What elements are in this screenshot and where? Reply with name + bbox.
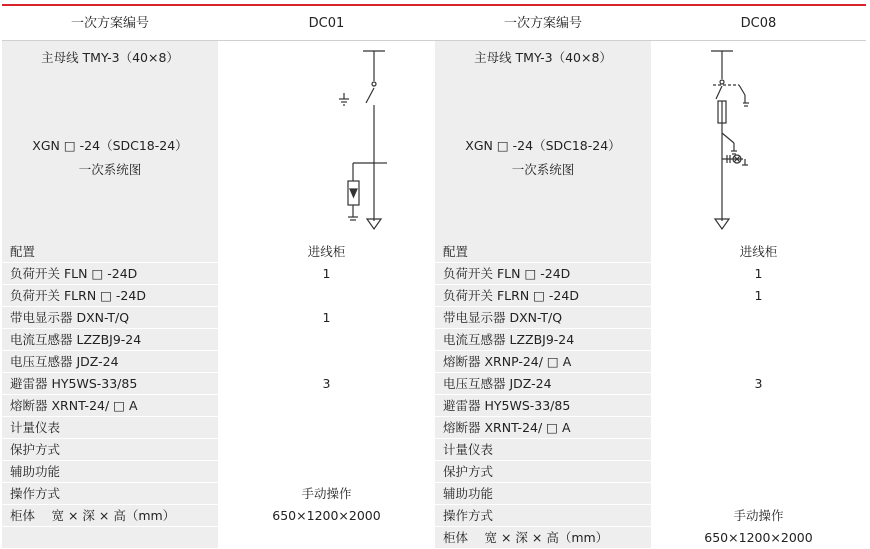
spec-row: [2, 307, 866, 329]
diagram-row: [2, 41, 866, 242]
header-row: [2, 7, 866, 41]
left-row-value: [218, 285, 435, 307]
right-row-value: 650×1200×2000: [651, 527, 866, 549]
left-row-value: [218, 417, 435, 439]
left-row-value: 进线柜: [218, 241, 435, 263]
left-row-value: [218, 351, 435, 373]
right-single-line-diagram: [651, 41, 866, 242]
left-scheme-title: 一次方案编号: [2, 7, 218, 41]
left-row-value: 3: [218, 373, 435, 395]
left-row-name: 熔断器 XRNT-24/ □ A: [2, 395, 218, 417]
left-row-name: [2, 527, 218, 549]
right-row-name: 电流互感器 LZZBJ9-24: [435, 329, 651, 351]
left-row-name: 负荷开关 FLRN □ -24D: [2, 285, 218, 307]
right-scheme-title: 一次方案编号: [435, 7, 651, 41]
left-row-value: [218, 527, 435, 549]
right-row-name: 辅助功能: [435, 483, 651, 505]
spec-row: [2, 263, 866, 285]
left-row-name: 配置: [2, 241, 218, 263]
switch-contact-icon: [372, 82, 376, 86]
left-row-value: [218, 439, 435, 461]
spec-row: [2, 285, 866, 307]
spec-row: [2, 351, 866, 373]
right-row-value: 1: [651, 263, 866, 285]
right-row-value: [651, 417, 866, 439]
spec-row: [2, 417, 866, 439]
left-row-name: 柜体 宽 × 深 × 高（mm）: [2, 505, 218, 527]
right-row-name: 配置: [435, 241, 651, 263]
left-row-name: 保护方式: [2, 439, 218, 461]
right-model-label: XGN □ -24（SDC18-24）: [465, 138, 621, 153]
dc01-diagram-svg: [267, 41, 387, 241]
right-row-value: [651, 483, 866, 505]
right-row-value: 手动操作: [651, 505, 866, 527]
right-row-name: 电压互感器 JDZ-24: [435, 373, 651, 395]
right-scheme-code: DC08: [651, 7, 866, 41]
right-row-name: 保护方式: [435, 461, 651, 483]
spec-row: [2, 373, 866, 395]
spec-row: [2, 461, 866, 483]
left-row-name: 带电显示器 DXN-T/Q: [2, 307, 218, 329]
right-row-value: 进线柜: [651, 241, 866, 263]
right-row-value: [651, 461, 866, 483]
left-row-name: 计量仪表: [2, 417, 218, 439]
left-busbar-label: 主母线 TMY-3（40×8）: [41, 50, 179, 65]
load-switch-blade: [716, 86, 722, 99]
arrester-arrow-icon: [350, 189, 357, 197]
left-row-value: [218, 461, 435, 483]
left-row-value: 1: [218, 307, 435, 329]
right-row-name: 带电显示器 DXN-T/Q: [435, 307, 651, 329]
left-row-value: [218, 329, 435, 351]
left-row-value: [218, 395, 435, 417]
scheme-table: [2, 7, 866, 549]
right-row-name: 负荷开关 FLN □ -24D: [435, 263, 651, 285]
right-row-name: 计量仪表: [435, 439, 651, 461]
right-row-name: 熔断器 XRNT-24/ □ A: [435, 417, 651, 439]
spec-row: [2, 241, 866, 263]
right-row-name: 负荷开关 FLRN □ -24D: [435, 285, 651, 307]
left-row-name: 负荷开关 FLN □ -24D: [2, 263, 218, 285]
right-row-value: [651, 395, 866, 417]
left-row-name: 电压互感器 JDZ-24: [2, 351, 218, 373]
left-row-value: 650×1200×2000: [218, 505, 435, 527]
right-row-value: [651, 307, 866, 329]
left-row-name: 避雷器 HY5WS-33/85: [2, 373, 218, 395]
right-row-name: 操作方式: [435, 505, 651, 527]
right-row-name: 避雷器 HY5WS-33/85: [435, 395, 651, 417]
left-row-name: 电流互感器 LZZBJ9-24: [2, 329, 218, 351]
load-switch-blade: [366, 88, 374, 103]
right-diagram-label: [435, 41, 651, 242]
right-row-value: 3: [651, 373, 866, 395]
right-row-name: 熔断器 XRNP-24/ □ A: [435, 351, 651, 373]
dc08-diagram-svg: [699, 41, 819, 241]
right-busbar-label: 主母线 TMY-3（40×8）: [474, 50, 612, 65]
spec-row: [2, 527, 866, 549]
right-diagram-caption: 一次系统图: [511, 162, 575, 177]
spec-row: [2, 329, 866, 351]
spec-row: [2, 439, 866, 461]
right-row-value: [651, 351, 866, 373]
left-model-label: XGN □ -24（SDC18-24）: [32, 138, 188, 153]
left-row-name: 辅助功能: [2, 461, 218, 483]
spec-row: [2, 483, 866, 505]
left-row-name: 操作方式: [2, 483, 218, 505]
earth-switch-blade: [722, 133, 734, 143]
spec-row: [2, 395, 866, 417]
left-diagram-caption: 一次系统图: [78, 162, 142, 177]
right-row-value: 1: [651, 285, 866, 307]
left-single-line-diagram: [218, 41, 435, 242]
switch-contact-icon: [720, 80, 724, 84]
right-row-value: [651, 329, 866, 351]
right-row-value: [651, 439, 866, 461]
left-row-value: 手动操作: [218, 483, 435, 505]
left-scheme-code: DC01: [218, 7, 435, 41]
spec-row: [2, 505, 866, 527]
left-diagram-label: [2, 41, 218, 242]
top-accent-line: [2, 4, 866, 6]
right-row-name: 柜体 宽 × 深 × 高（mm）: [435, 527, 651, 549]
left-row-value: 1: [218, 263, 435, 285]
